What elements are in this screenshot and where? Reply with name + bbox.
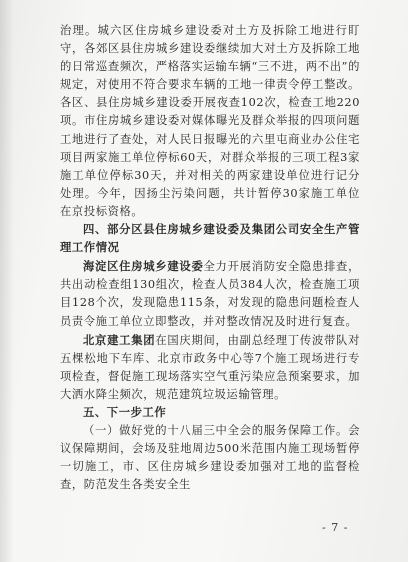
- haidian-body: 全力开展消防安全隐患排查，共出动检查组130组次，检查人员384人次，检查施工项目128个次，发现隐患115条，对发现的隐患问题检查人员责令施工单位立即整改，并对整改情况及时进行复查。: [60, 260, 360, 328]
- scan-edge-shadow: [0, 0, 14, 562]
- body-text: [60, 22, 360, 494]
- jiangong-body: 在国庆期间，由副总经理丁传波带队对五棵松地下车库、北京市政务中心等7个施工现场进行专项检查，督促施工现场落实空气重污染应急预案要求，加大洒水降尘频次，规范建筑垃圾运输管理。: [60, 333, 361, 401]
- haidian-lead: 海淀区住房城乡建设委: [83, 259, 204, 274]
- page-number: - 7 -: [322, 521, 349, 534]
- paragraph-haidian: [60, 257, 360, 330]
- section-heading-four: 四、部分区县住房城乡建设委及集团公司安全生产管理工作情况: [60, 223, 360, 255]
- paragraph-next-work: （一）做好党的十八届三中全会的服务保障工作。会议保障期间，会场及驻地周边500米范围内施工现场暂停一切施工，市、区住房城乡建设委加强对工地的监督检查，防范发生各类安全生: [60, 424, 360, 492]
- paragraph-continued: 治理。城六区住房城乡建设委对土方及拆除工地进行盯守，各郊区县住房城乡建设委继续加大对土方及拆除工地的日常巡查频次，严格落实运输车辆“三不进，两不出”的规定，对使用不符合要求车辆的工地一律责令停工整改。各区、县住房城乡建设委开展夜查102次，检查工地220项。市住房城乡建设委对媒体曝光及群众举报的四项问题工地进行了查处，对人民日报曝光的六里屯商业办公住宅项目两家施工单位停标60天，对群众举报的三项工程3家施工单位停标30天，并对相关的两家建设单位进行记分处理。今年，因扬尘污染问题，共计暂停30家施工单位在京投标资格。: [60, 24, 360, 218]
- paragraph-jiangong: [60, 331, 360, 404]
- section-heading-five: 五、下一步工作: [83, 405, 167, 419]
- jiangong-lead: 北京建工集团: [83, 332, 156, 347]
